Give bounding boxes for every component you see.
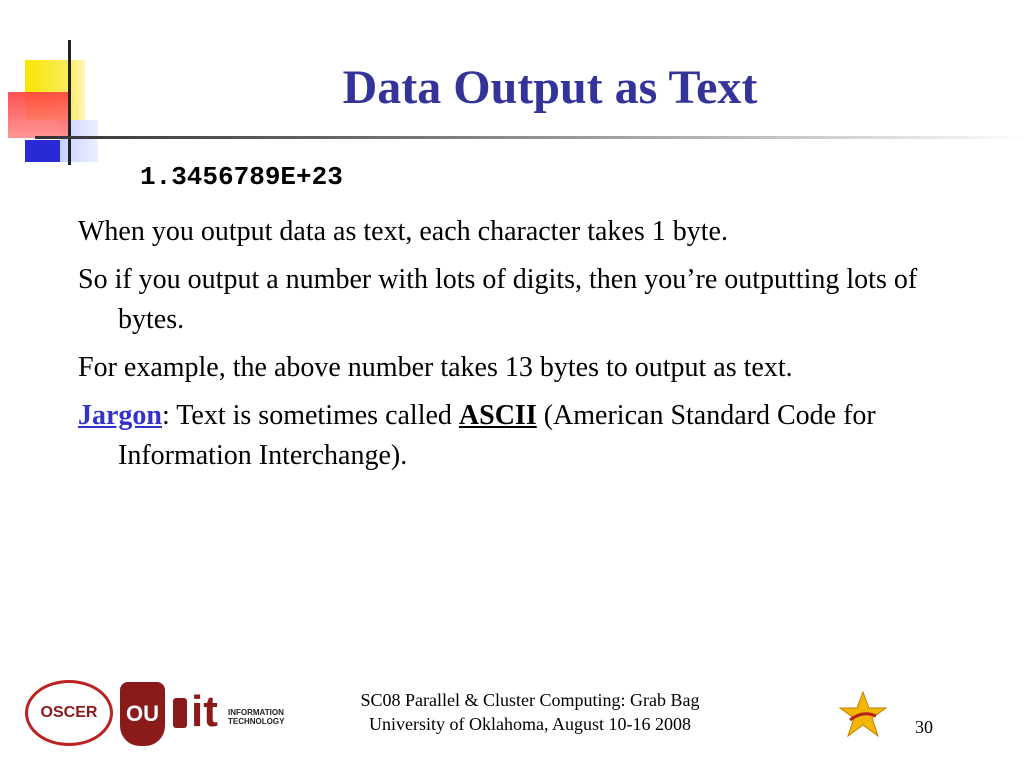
slide-title: Data Output as Text xyxy=(342,61,758,114)
ascii-term: ASCII xyxy=(458,400,537,431)
it-logo-label xyxy=(228,708,284,726)
oscer-logo xyxy=(25,680,113,746)
jargon-link[interactable]: Jargon xyxy=(78,400,162,431)
it-logo-label-line2: TECHNOLOGY xyxy=(228,717,285,726)
it-logo xyxy=(173,688,288,744)
bullet-2: So if you output a number with lots of digits, then you’re outputting lots of bytes. xyxy=(78,264,918,335)
bullet-4-text-a: : Text is sometimes called xyxy=(162,400,459,431)
ou-logo xyxy=(120,682,165,746)
bullet-3: For example, the above number takes 13 bytes to output as text. xyxy=(78,352,793,383)
bullet-1: When you output data as text, each character takes 1 byte. xyxy=(78,216,728,247)
bullet-4-text-b: (American Standard Code for Information Interchange). xyxy=(118,400,876,471)
red-square-decoration xyxy=(8,92,68,138)
page-number: 30 xyxy=(915,717,933,737)
vertical-rule xyxy=(68,40,71,165)
bullet-4 xyxy=(78,396,958,476)
code-sample: 1.3456789E+23 xyxy=(140,162,343,192)
footer-logos xyxy=(25,680,290,750)
it-logo-label-line1: INFORMATION xyxy=(228,708,284,717)
sc08-star-logo xyxy=(838,690,888,740)
title-decoration xyxy=(0,40,110,170)
footer-line-2: University of Oklahoma, August 10-16 2008 xyxy=(369,714,691,734)
ou-small-mark xyxy=(173,698,187,728)
bullet-list xyxy=(78,212,958,484)
ou-logo-text: OU xyxy=(126,701,159,726)
oscer-logo-text: OSCER xyxy=(40,704,98,721)
footer-line-1: SC08 Parallel & Cluster Computing: Grab Bag xyxy=(360,690,700,710)
blue-square-decoration xyxy=(25,140,60,162)
footer-caption xyxy=(330,688,730,736)
horizontal-rule xyxy=(35,136,1024,139)
it-logo-mark: it xyxy=(191,687,218,736)
